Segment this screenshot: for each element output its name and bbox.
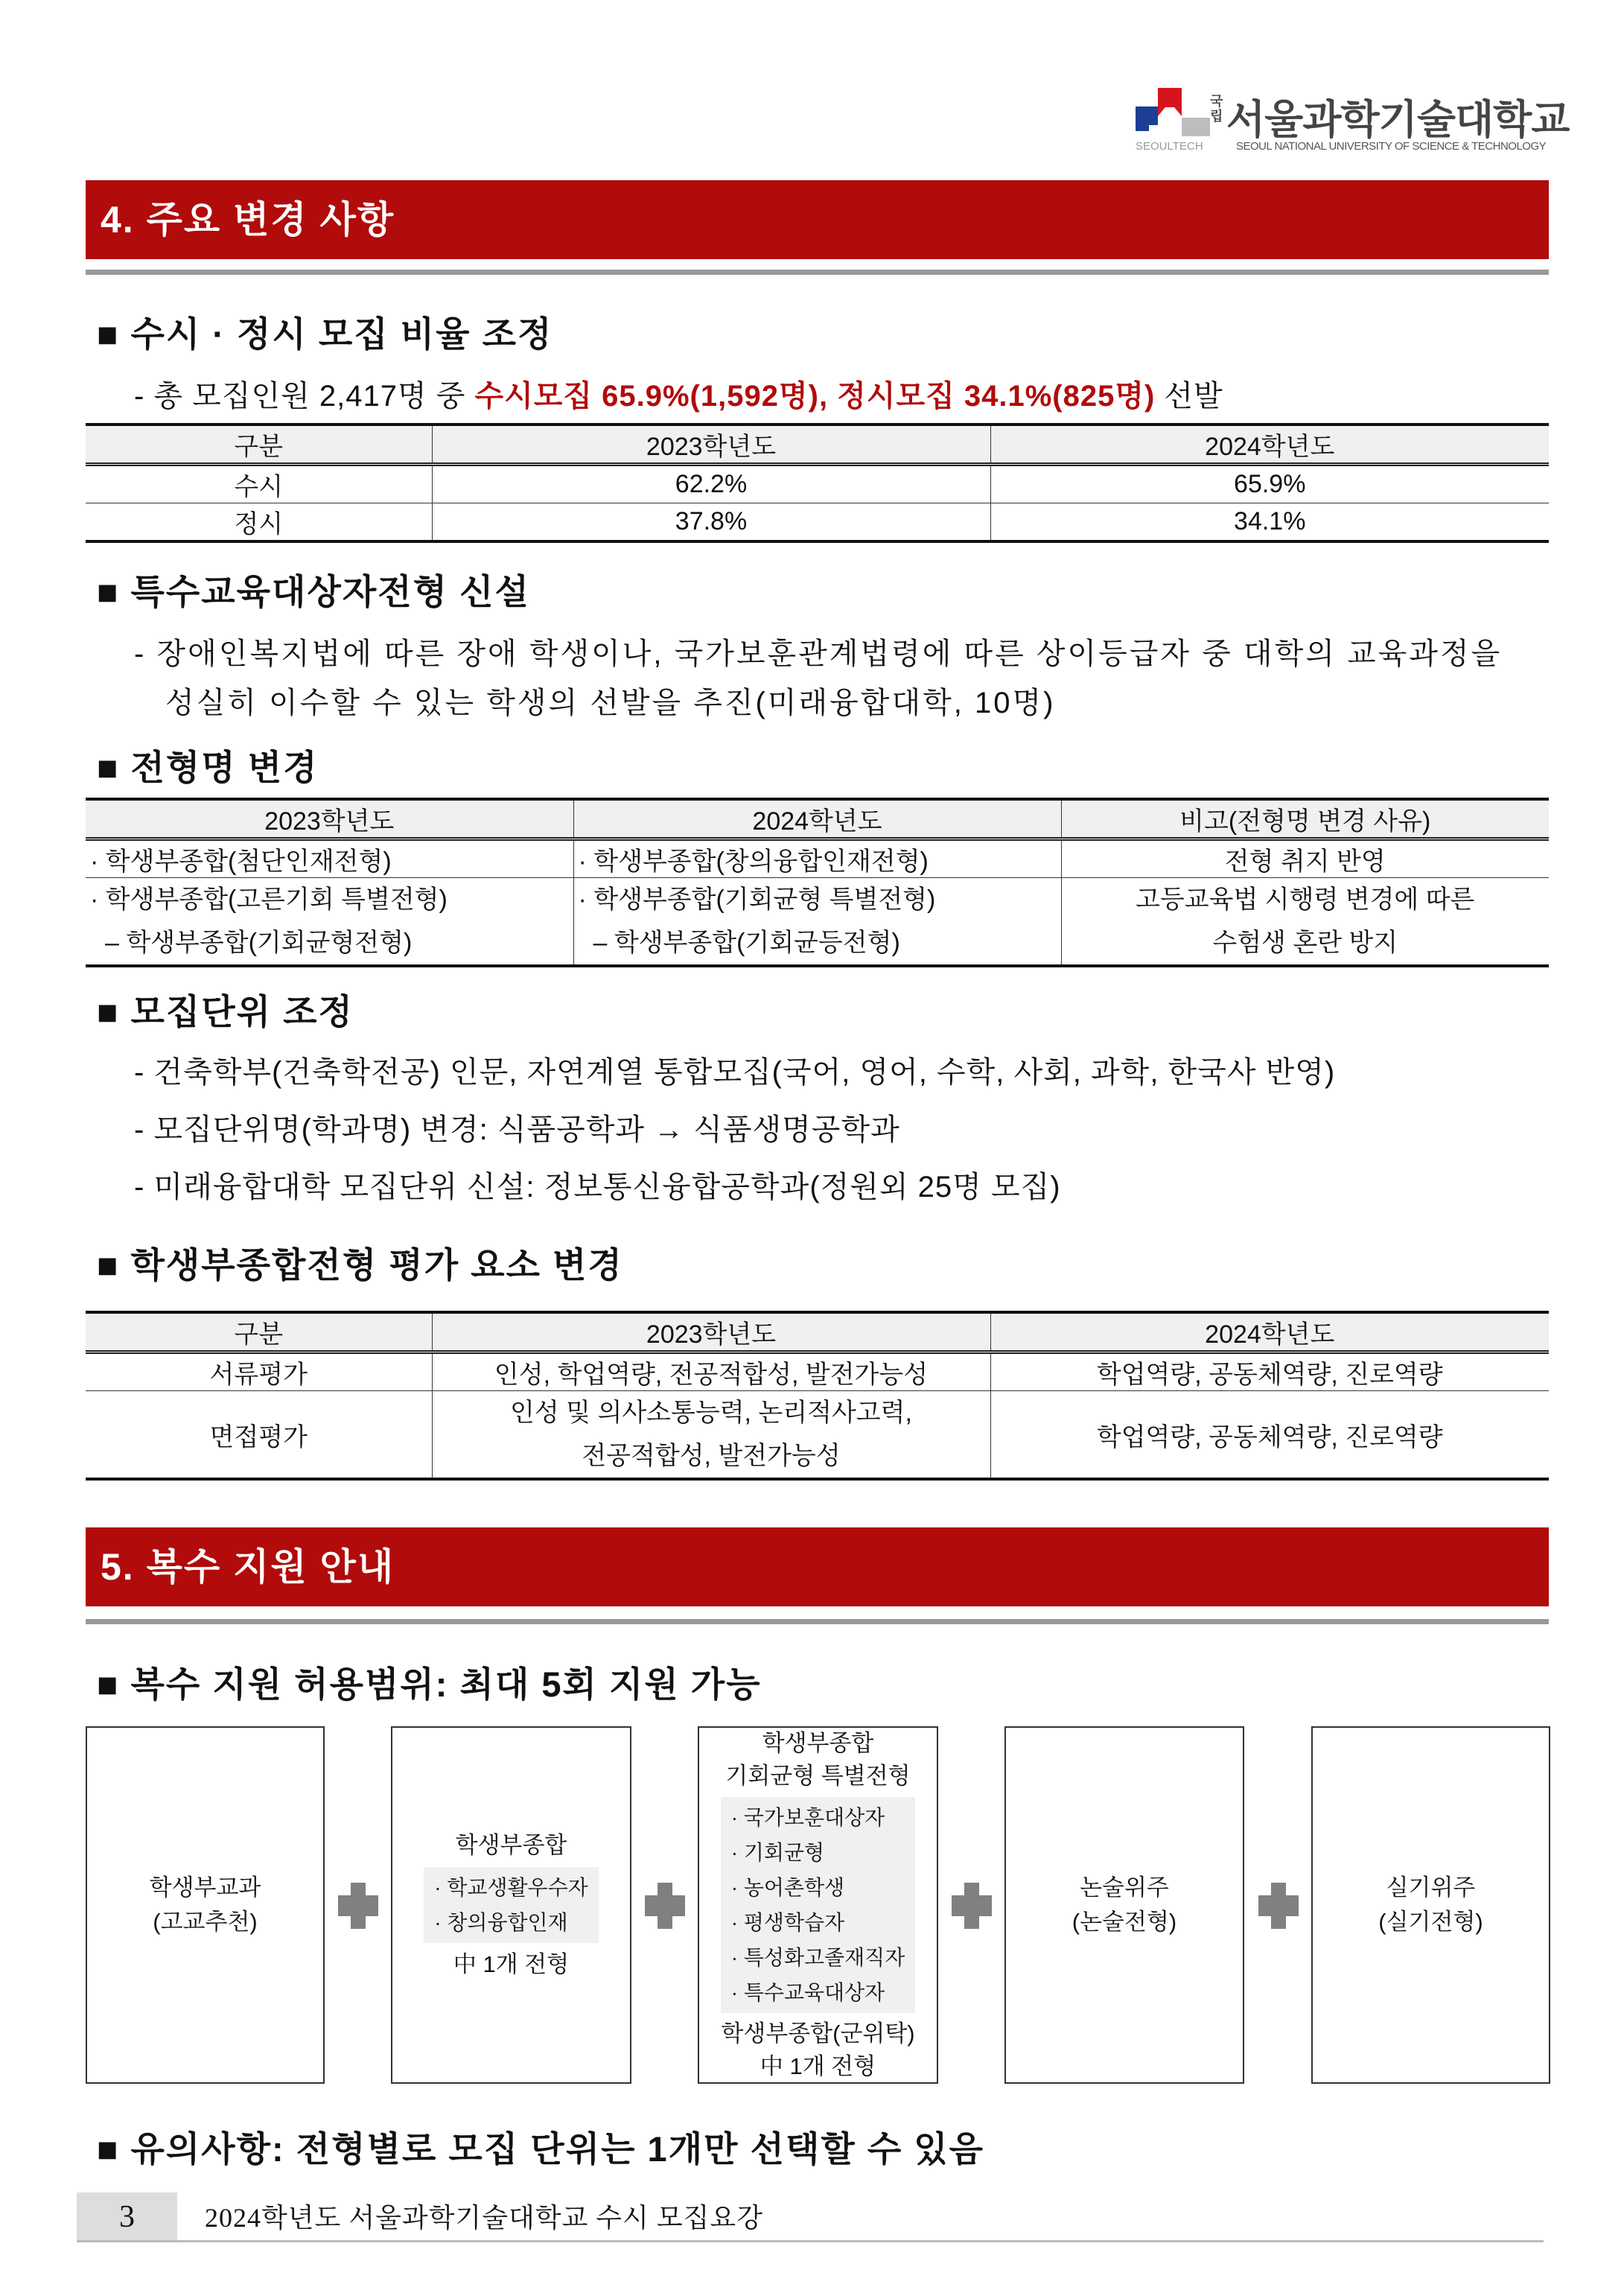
box-jonghap: 학생부종합 · 학교생활우수자 · 창의융합인재 中 1개 전형 (391, 1726, 631, 2084)
page-number: 3 (77, 2192, 177, 2242)
plus-icon (338, 1883, 378, 1929)
divider (86, 270, 1549, 275)
heading-unit: ■ 모집단위 조정 (97, 992, 354, 1031)
plus-icon (952, 1883, 992, 1929)
heading-multi: ■ 복수 지원 허용범위: 최대 5회 지원 가능 (97, 1664, 762, 1704)
section-4-title: 4. 주요 변경 사항 (86, 180, 1549, 259)
box-practical: 실기위주 (실기전형) (1311, 1726, 1550, 2084)
box-gyogwa: 학생부교과 (고교추천) (86, 1726, 325, 2084)
heading-rename: ■ 전형명 변경 (97, 748, 319, 787)
table-row: · 학생부종합(첨단인재전형) · 학생부종합(창의융합인재전형) 전형 취지 반영 (86, 839, 1549, 878)
note-heading: ■ 유의사항: 전형별로 모집 단위는 1개만 선택할 수 있음 (97, 2129, 985, 2169)
plus-icon (1258, 1883, 1299, 1929)
box-opportunity: 학생부종합 기회균형 특별전형 · 국가보훈대상자 · 기회균형 · 농어촌학생 · 평생학습자 · 특성화고졸재직자 · 특수교육대상자 학생부종합(군위탁) 中 1개 전형 (698, 1726, 938, 2084)
eval-table: 구분 2023학년도 2024학년도 서류평가 인성, 학업역량, 전공적합성, 발전가능성 학업역량, 공동체역량, 진로역량 면접평가 인성 및 의사소통능력, 논리적사고력, 전공적합성, 발전가능성 학업역량, 공동체역량, 진로역량 (86, 1311, 1549, 1481)
table-row: 정시 37.8% 34.1% (86, 503, 1549, 542)
plus-icon (645, 1883, 685, 1929)
ratio-summary: - 총 모집인원 2,417명 중 수시모집 65.9%(1,592명), 정시모집 34.1%(825명) 선발 (134, 380, 1223, 413)
box-essay: 논술위주 (논술전형) (1004, 1726, 1244, 2084)
seoultech-emblem-icon (1136, 88, 1210, 140)
university-logo: SEOULTECH 국립 서울과학기술대학교 SEOUL NATIONAL UNIVERSITY OF SCIENCE & TECHNOLOGY (1136, 88, 1553, 159)
table-row: 수시 62.2% 65.9% (86, 465, 1549, 503)
divider (86, 1619, 1549, 1624)
table-row: 서류평가 인성, 학업역량, 전공적합성, 발전가능성 학업역량, 공동체역량, 진로역량 (86, 1352, 1549, 1391)
heading-special: ■ 특수교육대상자전형 신설 (97, 572, 530, 611)
table-row: 면접평가 인성 및 의사소통능력, 논리적사고력, 전공적합성, 발전가능성 학업역량, 공동체역량, 진로역량 (86, 1391, 1549, 1480)
heading-eval: ■ 학생부종합전형 평가 요소 변경 (97, 1245, 623, 1285)
rename-table: 2023학년도 2024학년도 비고(전형명 변경 사유) · 학생부종합(첨단인재전형) · 학생부종합(창의융합인재전형) 전형 취지 반영 · 학생부종합(고른기회 특별전형) – 학생부종합(기회균형전형) · 학생부종합(기회균형 특별전형) – 학생부종합(기회균등전형) 고등교육법 시행령 변경에 따른 수험생 혼란 방지 (86, 798, 1549, 967)
heading-ratio: ■ 수시 · 정시 모집 비율 조정 (97, 314, 553, 354)
footer-title: 2024학년도 서울과학기술대학교 수시 모집요강 (205, 2203, 763, 2233)
section-5-title: 5. 복수 지원 안내 (86, 1527, 1549, 1606)
ratio-table: 구분 2023학년도 2024학년도 수시 62.2% 65.9% 정시 37.8% 34.1% (86, 423, 1549, 543)
table-row: · 학생부종합(고른기회 특별전형) – 학생부종합(기회균형전형) · 학생부종합(기회균형 특별전형) – 학생부종합(기회균등전형) 고등교육법 시행령 변경에 따른 수험생 혼란 방지 (86, 878, 1549, 967)
footer-divider (77, 2240, 1544, 2242)
